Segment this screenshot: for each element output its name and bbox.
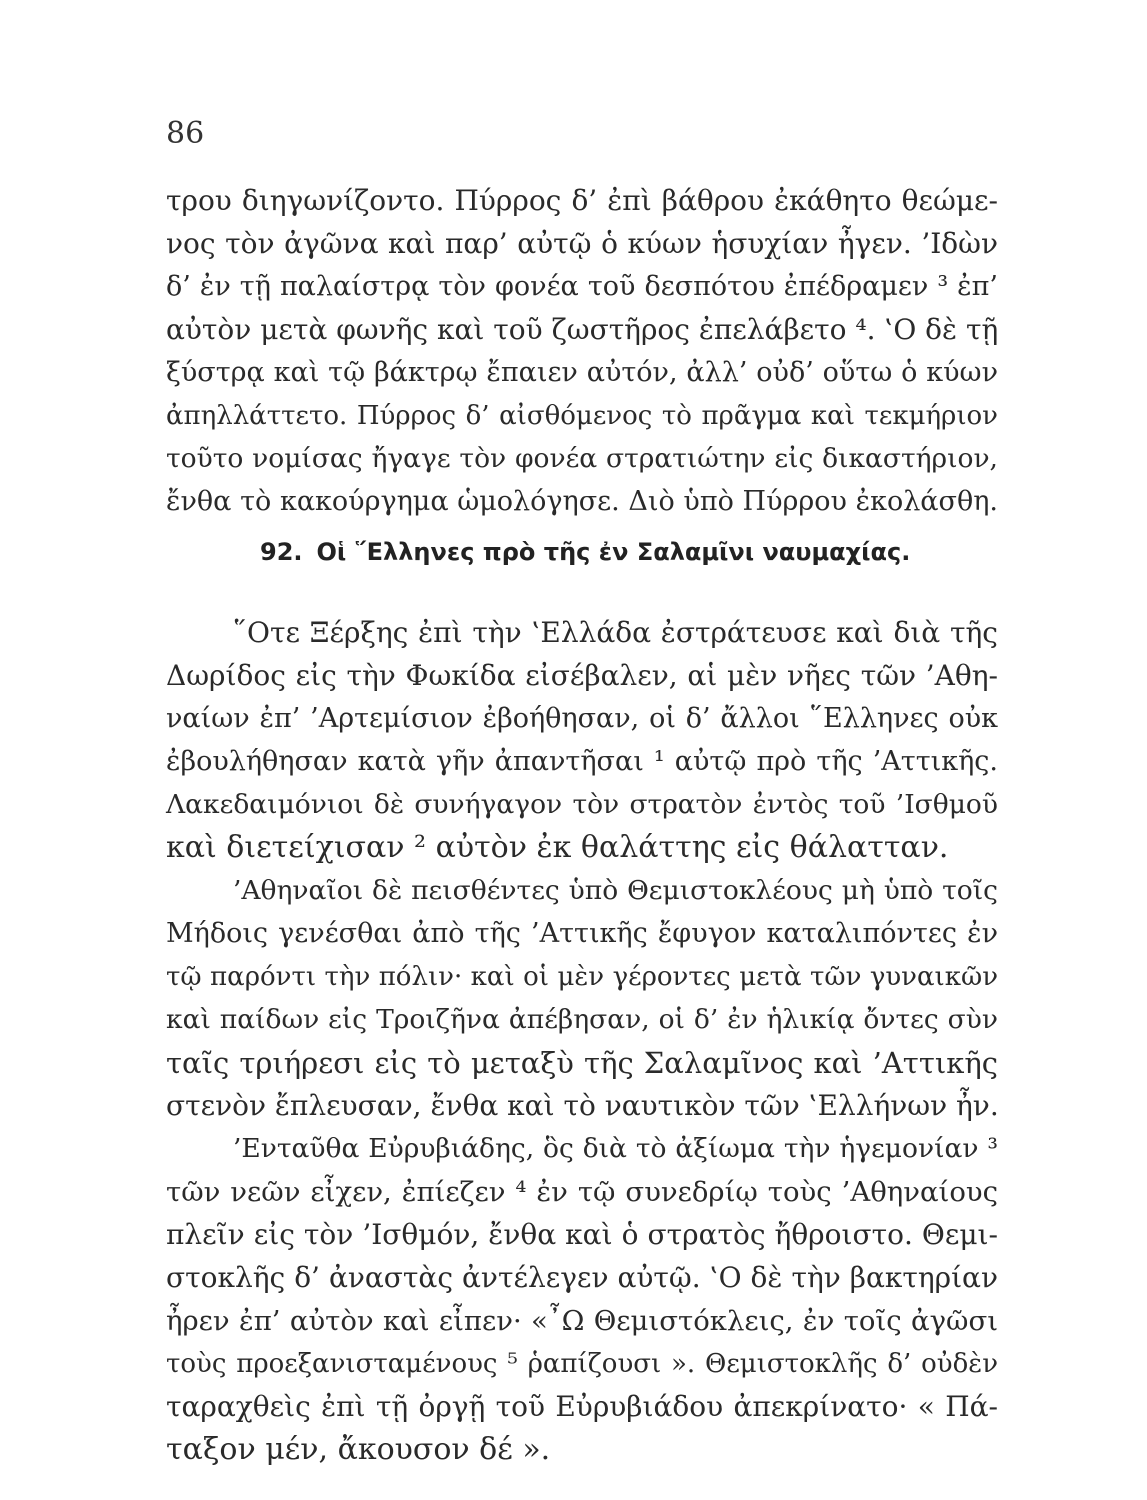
section-heading	[260, 538, 910, 566]
text-line: καὶ διετείχισαν ² αὐτὸν ἐκ θαλάττης εἰς θάλατταν.	[166, 830, 949, 865]
text-line: ταξον μέν, ἄκουσον δέ ».	[166, 1432, 551, 1467]
text-line: πλεῖν εἰς τὸν ’Ισθμόν, ἔνθα καὶ ὁ στρατὸς ἤθροιστο. Θεμι-	[166, 1218, 998, 1251]
text-line: τρου διηγωνίζοντο. Πύρρος δ’ ἐπὶ βάθρου ἐκάθητο θεώμε-	[166, 184, 998, 217]
text-line: ’Αθηναῖοι δὲ πεισθέντες ὑπὸ Θεμιστοκλέους μὴ ὑπὸ τοῖς	[233, 875, 998, 906]
text-line: ξύστρᾳ καὶ τῷ βάκτρῳ ἔπαιεν αὐτόν, ἀλλ’ οὐδ’ οὕτω ὁ κύων	[166, 357, 998, 388]
text-line: ταραχθεὶς ἐπὶ τῇ ὀργῇ τοῦ Εὐρυβιάδου ἀπεκρίνατο· « Πά-	[166, 1390, 998, 1423]
text-line: ναίων ἐπ’ ’Αρτεμίσιον ἐβοήθησαν, οἱ δ’ ἄλλοι ῞Ελληνες οὐκ	[166, 703, 998, 734]
section-title: Οἱ ῞Ελληνες πρὸ τῆς ἐν Σαλαμῖνι ναυμαχίας.	[316, 538, 911, 566]
text-line: Λακεδαιμόνιοι δὲ συνήγαγον τὸν στρατὸν ἐντὸς τοῦ ’Ισθμοῦ	[166, 789, 998, 820]
text-line: τοῦτο νομίσας ἤγαγε τὸν φονέα στρατιώτην εἰς δικαστήριον,	[166, 443, 998, 474]
text-line: τῷ παρόντι τὴν πόλιν· καὶ οἱ μὲν γέροντες μετὰ τῶν γυναικῶν	[166, 962, 998, 992]
text-line: καὶ παίδων εἰς Τροιζῆνα ἀπέβησαν, οἱ δ’ ἐν ἡλικίᾳ ὄντες σὺν	[166, 1004, 998, 1035]
text-line: τοὺς προεξανισταμένους ⁵ ῥαπίζουσι ». Θεμιστοκλῆς δ’ οὐδὲν	[166, 1349, 998, 1379]
text-line: ἐβουλήθησαν κατὰ γῆν ἀπαντῆσαι ¹ αὐτῷ πρὸ τῆς ’Αττικῆς.	[166, 746, 998, 777]
text-line: ταῖς τριήρεσι εἰς τὸ μεταξὺ τῆς Σαλαμῖνος καὶ ’Αττικῆς	[166, 1046, 998, 1080]
text-line: ἦρεν ἐπ’ αὐτὸν καὶ εἶπεν· «῏Ω Θεμιστόκλεις, ἐν τοῖς ἀγῶσι	[166, 1305, 998, 1337]
text-line: ῞Οτε Ξέρξης ἐπὶ τὴν ‛Ελλάδα ἐστράτευσε καὶ διὰ τῆς	[233, 616, 998, 649]
page-number: 86	[166, 116, 205, 151]
text-line: στενὸν ἔπλευσαν, ἔνθα καὶ τὸ ναυτικὸν τῶν ‛Ελλήνων ἦν.	[166, 1089, 999, 1122]
text-line: δ’ ἐν τῇ παλαίστρᾳ τὸν φονέα τοῦ δεσπότου ἐπέδραμεν ³ ἐπ’	[166, 271, 998, 302]
text-line: αὐτὸν μετὰ φωνῆς καὶ τοῦ ζωστῆρος ἐπελάβετο ⁴. ‛Ο δὲ τῇ	[166, 313, 999, 346]
text-line: νος τὸν ἀγῶνα καὶ παρ’ αὐτῷ ὁ κύων ἡσυχίαν ἦγεν. ’Ιδὼν	[166, 227, 998, 260]
text-line: ’Ενταῦθα Εὐρυβιάδης, ὃς διὰ τὸ ἀξίωμα τὴν ἡγεμονίαν ³	[233, 1133, 998, 1164]
text-line: Δωρίδος εἰς τὴν Φωκίδα εἰσέβαλεν, αἱ μὲν νῆες τῶν ’Αθη-	[166, 659, 998, 692]
text-line: Μήδοις γενέσθαι ἀπὸ τῆς ’Αττικῆς ἔφυγον καταλιπόντες ἐν	[166, 918, 998, 949]
text-line: ἀπηλλάττετο. Πύρρος δ’ αἰσθόμενος τὸ πρᾶγμα καὶ τεκμήριον	[166, 401, 998, 431]
text-line: ἔνθα τὸ κακούργημα ὡμολόγησε. Διὸ ὑπὸ Πύρρου ἐκολάσθη.	[166, 486, 998, 517]
section-number: 92.	[260, 538, 303, 566]
text-line: στοκλῆς δ’ ἀναστὰς ἀντέλεγεν αὐτῷ. ‛Ο δὲ τὴν βακτηρίαν	[166, 1261, 998, 1294]
text-line: τῶν νεῶν εἶχεν, ἐπίεζεν ⁴ ἐν τῷ συνεδρίῳ τοὺς ’Αθηναίους	[166, 1176, 998, 1208]
